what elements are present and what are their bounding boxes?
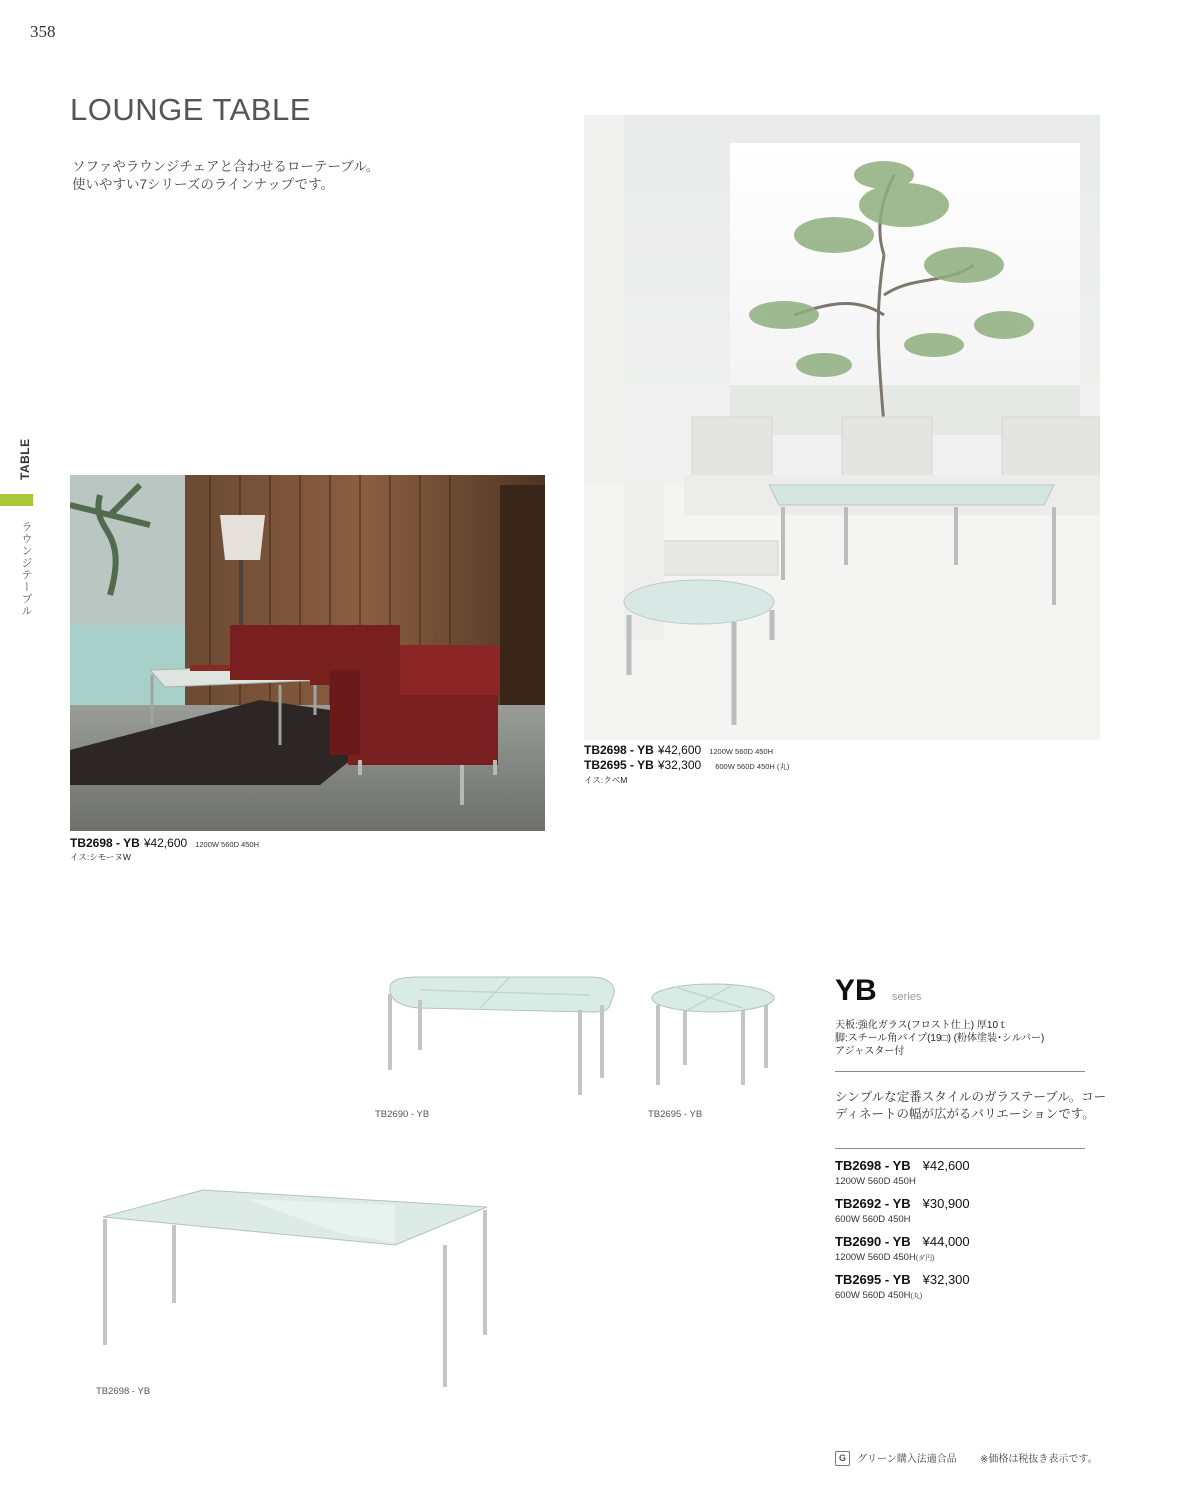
spec-line: 天板:強化ガラス(フロスト仕上) 厚10ｔ	[835, 1020, 1009, 1031]
product-label-oval: TB2690 - YB	[375, 1109, 430, 1120]
product-code: TB2698 - YB	[70, 836, 140, 850]
price-value: ¥32,300	[922, 1272, 970, 1287]
spec-line: アジャスター付	[835, 1046, 905, 1057]
side-tab-label: TABLE	[18, 438, 32, 480]
caption-left-chair: イス:シモーヌW	[70, 852, 131, 862]
description-line: シンプルな定番スタイルのガラステーブル。コー	[835, 1090, 1107, 1104]
price-dims	[835, 1252, 1095, 1263]
product-code: TB2695 - YB	[584, 758, 654, 772]
price-code: TB2698 - YB	[835, 1158, 911, 1173]
price-value: ¥30,900	[922, 1196, 970, 1211]
price-dims-text: 1200W 560D 450H	[835, 1176, 916, 1187]
price-dims	[835, 1176, 1095, 1187]
product-label-round: TB2695 - YB	[648, 1109, 703, 1120]
price-list-item	[835, 1271, 1095, 1301]
price-code: TB2690 - YB	[835, 1234, 911, 1249]
tax-note: ※価格は税抜き表示です。	[980, 1454, 1098, 1465]
price-list-item	[835, 1233, 1095, 1263]
price-dims	[835, 1214, 1095, 1225]
page-title: LOUNGE TABLE	[70, 92, 311, 127]
green-purchase-icon: G	[835, 1451, 850, 1466]
oval-table-illustration	[380, 970, 620, 1105]
green-purchase-note: グリーン購入法適合品	[857, 1454, 957, 1465]
product-dims: 1200W 560D 450H	[195, 840, 259, 849]
intro-line: ソファやラウンジチェアと合わせるローテーブル。	[72, 159, 380, 174]
price-dims	[835, 1290, 1095, 1301]
divider	[835, 1071, 1085, 1072]
price-dims-text: 1200W 560D 450H	[835, 1252, 916, 1263]
spec-line: 脚:スチール角パイプ(19□) (粉体塗装･シルバー)	[835, 1033, 1045, 1044]
series-code: YB	[835, 974, 877, 1007]
series-spec	[835, 1019, 1044, 1058]
side-tab-accent-bar	[0, 494, 33, 506]
side-tab-sublabel: ラウンジテーブル	[20, 521, 32, 617]
red-sofa-illustration	[70, 475, 545, 831]
caption-right-line2	[584, 758, 789, 772]
intro-text	[72, 158, 379, 194]
price-code: TB2692 - YB	[835, 1196, 911, 1211]
product-price: ¥42,600	[143, 836, 188, 850]
price-list	[835, 1157, 1095, 1309]
series-label: series	[892, 991, 922, 1003]
product-dims: 1200W 560D 450H	[709, 747, 773, 756]
product-dims: 600W 560D 450H	[715, 762, 775, 771]
product-price: ¥42,600	[657, 743, 702, 757]
page-number: 358	[30, 22, 56, 41]
price-shape-note: (ダ円)	[915, 1255, 935, 1262]
price-value: ¥42,600	[922, 1158, 970, 1173]
round-table-illustration	[648, 980, 778, 1090]
product-shape-note: (丸)	[776, 762, 790, 771]
photo-red-sofa-lounge	[70, 475, 545, 831]
side-tab	[18, 434, 32, 484]
product-price: ¥32,300	[657, 758, 702, 772]
product-code: TB2698 - YB	[584, 743, 654, 757]
description-line: ディネートの幅が広がるバリエーションです。	[835, 1107, 1095, 1121]
series-description	[835, 1089, 1106, 1123]
price-value: ¥44,000	[922, 1234, 970, 1249]
price-list-item	[835, 1195, 1095, 1225]
intro-line: 使いやすい7シリーズのラインナップです。	[72, 177, 334, 192]
caption-right-line1	[584, 743, 773, 757]
product-label-rectangular: TB2698 - YB	[96, 1386, 151, 1397]
divider	[835, 1148, 1085, 1149]
price-dims-text: 600W 560D 450H	[835, 1290, 911, 1301]
price-list-item	[835, 1157, 1095, 1187]
caption-left-line1	[70, 836, 259, 850]
white-lounge-illustration	[584, 115, 1100, 740]
price-shape-note: (丸)	[910, 1293, 923, 1300]
price-code: TB2695 - YB	[835, 1272, 911, 1287]
caption-right-chair: イス:クベM	[584, 775, 628, 785]
photo-white-lounge	[584, 115, 1100, 740]
price-dims-text: 600W 560D 450H	[835, 1214, 911, 1225]
rectangular-table-illustration	[95, 1185, 495, 1395]
